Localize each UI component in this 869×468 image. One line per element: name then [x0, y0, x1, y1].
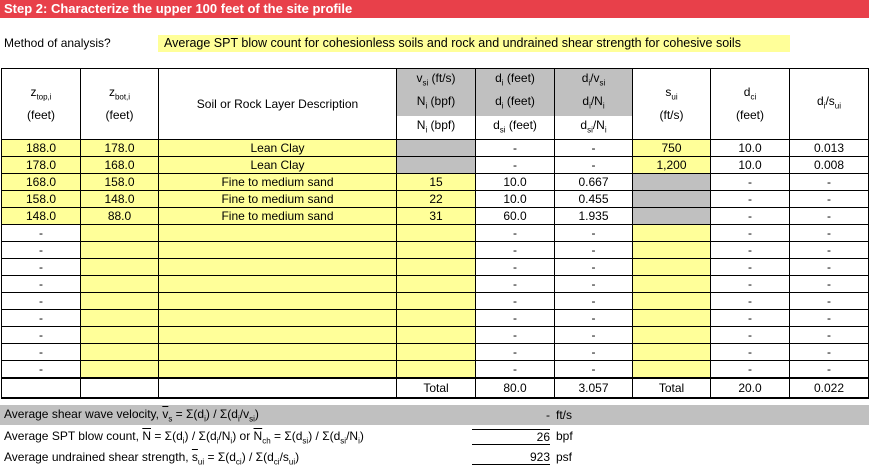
- totals-empty-3: [159, 378, 397, 398]
- cell-dc: -: [711, 276, 790, 293]
- cell-description[interactable]: [159, 344, 397, 361]
- cell-di: -: [476, 310, 555, 327]
- cell-dsu: -: [790, 174, 869, 191]
- cell-zbot[interactable]: [81, 293, 159, 310]
- cell-su: [633, 208, 711, 225]
- cell-ratio: 0.455: [555, 191, 633, 208]
- summary-su-label: Average undrained shear strength, $\overline{s}_{ui} = \Sigma(d_{ci}) / \Sigma(d_{ci}/s_{ui})$: [4, 450, 300, 467]
- cell-zbot[interactable]: 148.0: [81, 191, 159, 208]
- summary-n-unit: bpf: [556, 429, 573, 443]
- header-di-vsi: $d_i/v_{si}$: [555, 69, 633, 93]
- cell-n[interactable]: [397, 344, 476, 361]
- cell-di: -: [476, 225, 555, 242]
- cell-description[interactable]: [159, 276, 397, 293]
- summary-su-value: 923: [472, 450, 550, 465]
- cell-di: -: [476, 361, 555, 379]
- cell-dsu: -: [790, 259, 869, 276]
- cell-ratio: -: [555, 361, 633, 379]
- table-row: [2, 174, 869, 191]
- cell-n: [397, 140, 476, 157]
- cell-dsu: -: [790, 327, 869, 344]
- cell-dc: 10.0: [711, 157, 790, 174]
- method-select[interactable]: Average SPT blow count for cohesionless soils and rock and undrained shear strength for cohesive soils: [158, 35, 790, 52]
- summary-vs-label: Average shear wave velocity, $\overline{v}_s = \Sigma(d_i) / \Sigma(d_i/v_{si})$: [4, 407, 259, 424]
- cell-di: -: [476, 293, 555, 310]
- cell-su[interactable]: [633, 259, 711, 276]
- cell-zbot[interactable]: [81, 344, 159, 361]
- table-row: [2, 327, 869, 344]
- cell-dc: -: [711, 344, 790, 361]
- cell-dc: -: [711, 191, 790, 208]
- table-row: [2, 259, 869, 276]
- cell-ztop: -: [2, 293, 81, 310]
- cell-dc: -: [711, 208, 790, 225]
- cell-n[interactable]: [397, 361, 476, 379]
- table-row: [2, 242, 869, 259]
- cell-description[interactable]: Lean Clay: [159, 140, 397, 157]
- cell-ratio: -: [555, 293, 633, 310]
- cell-description[interactable]: [159, 293, 397, 310]
- cell-di: -: [476, 140, 555, 157]
- table-row: [2, 191, 869, 208]
- totals-ratio: 3.057: [555, 378, 633, 398]
- cell-dc: -: [711, 293, 790, 310]
- cell-dsu: -: [790, 293, 869, 310]
- cell-dsu: 0.008: [790, 157, 869, 174]
- table-row: [2, 208, 869, 225]
- cell-n[interactable]: 31: [397, 208, 476, 225]
- header-ztop: $z_{top,i}$ (feet): [2, 69, 81, 140]
- cell-dsu: -: [790, 361, 869, 379]
- cell-description[interactable]: [159, 310, 397, 327]
- cell-description[interactable]: Fine to medium sand: [159, 208, 397, 225]
- header-di-ni: $d_i/N_i$: [555, 92, 633, 115]
- cell-su[interactable]: [633, 344, 711, 361]
- summary-n-label: Average SPT blow count, $\overline{N} = \Sigma(d_i) / \Sigma(d_i/N_i)$ or $\overline{N}_{ch} = \Sigma(d_{si}) / \Sigma(d_{si}/N_i)$: [4, 429, 364, 446]
- cell-n[interactable]: 22: [397, 191, 476, 208]
- cell-ztop: 148.0: [2, 208, 81, 225]
- cell-su[interactable]: [633, 242, 711, 259]
- cell-dc: -: [711, 174, 790, 191]
- totals-label-2: Total: [633, 378, 711, 398]
- header-dsi-ni: $d_{si}/N_i$: [555, 116, 633, 140]
- cell-su[interactable]: 750: [633, 140, 711, 157]
- cell-dc: -: [711, 361, 790, 379]
- header-dsi: $d_{si}$ (feet): [476, 116, 555, 140]
- cell-ztop: -: [2, 344, 81, 361]
- cell-su[interactable]: [633, 225, 711, 242]
- cell-su[interactable]: [633, 361, 711, 379]
- header-ni: $N_i$ (bpf): [397, 92, 476, 115]
- step-title: Step 2: Characterize the upper 100 feet of the site profile: [0, 0, 869, 18]
- cell-dsu: -: [790, 310, 869, 327]
- cell-ratio: -: [555, 276, 633, 293]
- cell-ratio: -: [555, 344, 633, 361]
- cell-su[interactable]: [633, 276, 711, 293]
- cell-dc: -: [711, 225, 790, 242]
- cell-description[interactable]: Fine to medium sand: [159, 174, 397, 191]
- cell-su: [633, 174, 711, 191]
- cell-ztop: -: [2, 242, 81, 259]
- cell-ztop: 188.0: [2, 140, 81, 157]
- cell-n[interactable]: [397, 327, 476, 344]
- header-description: Soil or Rock Layer Description: [159, 69, 397, 140]
- summary-vs-value: -: [546, 408, 550, 422]
- totals-label: Total: [397, 378, 476, 398]
- cell-dsu: -: [790, 191, 869, 208]
- cell-n[interactable]: [397, 276, 476, 293]
- header-dci: $d_{ci}$ (feet): [711, 69, 790, 140]
- cell-di: 60.0: [476, 208, 555, 225]
- cell-su[interactable]: [633, 327, 711, 344]
- cell-ratio: -: [555, 242, 633, 259]
- table-row: [2, 344, 869, 361]
- totals-dsu: 0.022: [790, 378, 869, 398]
- cell-n[interactable]: [397, 259, 476, 276]
- cell-description[interactable]: [159, 259, 397, 276]
- cell-di: -: [476, 259, 555, 276]
- cell-di: -: [476, 327, 555, 344]
- cell-zbot[interactable]: [81, 310, 159, 327]
- cell-di: 10.0: [476, 174, 555, 191]
- cell-dc: -: [711, 259, 790, 276]
- table-row: [2, 293, 869, 310]
- summary-vs-unit: ft/s: [556, 408, 573, 422]
- cell-dsu: -: [790, 225, 869, 242]
- cell-ratio: -: [555, 259, 633, 276]
- cell-zbot[interactable]: [81, 327, 159, 344]
- cell-n: [397, 157, 476, 174]
- cell-di: -: [476, 242, 555, 259]
- cell-ratio: -: [555, 225, 633, 242]
- table-row: [2, 225, 869, 242]
- cell-ztop: -: [2, 259, 81, 276]
- header-ni-2: $N_i$ (bpf): [397, 116, 476, 140]
- cell-zbot[interactable]: [81, 242, 159, 259]
- cell-ztop: -: [2, 276, 81, 293]
- totals-row: [2, 378, 869, 398]
- totals-dc: 20.0: [711, 378, 790, 398]
- cell-zbot[interactable]: [81, 225, 159, 242]
- cell-ztop: 178.0: [2, 157, 81, 174]
- totals-di: 80.0: [476, 378, 555, 398]
- cell-su[interactable]: [633, 293, 711, 310]
- cell-su[interactable]: [633, 310, 711, 327]
- cell-dsu: -: [790, 344, 869, 361]
- summary-su-unit: psf: [556, 450, 573, 464]
- cell-zbot[interactable]: 158.0: [81, 174, 159, 191]
- totals-empty-1: [2, 378, 81, 398]
- cell-n[interactable]: 15: [397, 174, 476, 191]
- cell-zbot[interactable]: [81, 276, 159, 293]
- header-di: $d_i$ (feet): [476, 69, 555, 93]
- header-vsi: $v_{si}$ (ft/s): [397, 69, 476, 93]
- cell-n[interactable]: [397, 310, 476, 327]
- cell-description[interactable]: Lean Clay: [159, 157, 397, 174]
- cell-ratio: 1.935: [555, 208, 633, 225]
- cell-zbot[interactable]: [81, 259, 159, 276]
- cell-su[interactable]: 1,200: [633, 157, 711, 174]
- cell-n[interactable]: [397, 225, 476, 242]
- cell-dc: -: [711, 327, 790, 344]
- cell-di: -: [476, 157, 555, 174]
- cell-dc: -: [711, 310, 790, 327]
- cell-ztop: 168.0: [2, 174, 81, 191]
- cell-description[interactable]: [159, 327, 397, 344]
- cell-zbot[interactable]: 168.0: [81, 157, 159, 174]
- cell-ztop: -: [2, 361, 81, 379]
- cell-description[interactable]: Fine to medium sand: [159, 191, 397, 208]
- cell-dsu: 0.013: [790, 140, 869, 157]
- table-row: [2, 276, 869, 293]
- cell-ratio: -: [555, 327, 633, 344]
- header-zbot: $z_{bot,i}$ (feet): [81, 69, 159, 140]
- cell-su: [633, 191, 711, 208]
- cell-dsu: -: [790, 208, 869, 225]
- cell-dsu: -: [790, 242, 869, 259]
- table-row: [2, 310, 869, 327]
- cell-ratio: -: [555, 140, 633, 157]
- cell-dsu: -: [790, 276, 869, 293]
- cell-zbot[interactable]: 88.0: [81, 208, 159, 225]
- cell-zbot[interactable]: 178.0: [81, 140, 159, 157]
- cell-di: -: [476, 344, 555, 361]
- totals-empty-2: [81, 378, 159, 398]
- cell-description[interactable]: [159, 361, 397, 379]
- summary-n-value: 26: [472, 429, 550, 445]
- soil-profile-table: [1, 68, 869, 399]
- cell-ztop: 158.0: [2, 191, 81, 208]
- cell-ratio: -: [555, 310, 633, 327]
- cell-dc: 10.0: [711, 140, 790, 157]
- table-row: [2, 361, 869, 379]
- header-di-2: $d_i$ (feet): [476, 92, 555, 115]
- cell-ztop: -: [2, 327, 81, 344]
- cell-n[interactable]: [397, 293, 476, 310]
- cell-ratio: -: [555, 157, 633, 174]
- cell-ztop: -: [2, 310, 81, 327]
- cell-n[interactable]: [397, 242, 476, 259]
- cell-ratio: 0.667: [555, 174, 633, 191]
- cell-description[interactable]: [159, 225, 397, 242]
- table-row: [2, 140, 869, 157]
- header-di-sui: $d_i/s_{ui}$: [790, 69, 869, 140]
- cell-dc: -: [711, 242, 790, 259]
- cell-di: -: [476, 276, 555, 293]
- table-row: [2, 157, 869, 174]
- cell-zbot[interactable]: [81, 361, 159, 379]
- header-sui: $s_{ui}$ (ft/s): [633, 69, 711, 140]
- cell-di: 10.0: [476, 191, 555, 208]
- cell-description[interactable]: [159, 242, 397, 259]
- method-label: Method of analysis?: [4, 36, 111, 50]
- cell-ztop: -: [2, 225, 81, 242]
